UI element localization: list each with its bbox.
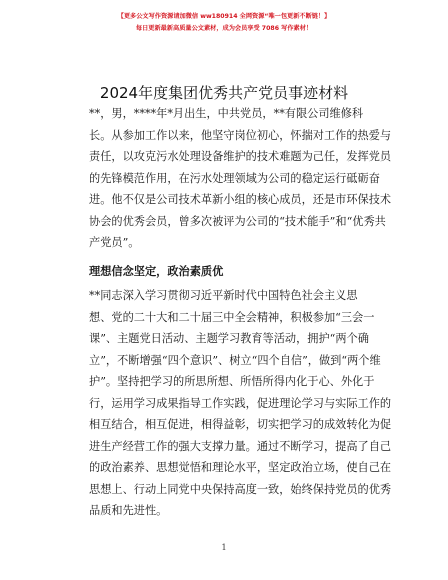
paragraph-line: 品质和先进性。	[89, 504, 168, 517]
paragraph-line: 相互结合，相互促进，相得益彰，切实把学习的成效转化为促	[89, 418, 392, 431]
paragraph-line: **，男，****年*月出生，中共党员，**有限公司维修科	[89, 107, 364, 120]
paragraph-line: 责任，以攻克污水处理设备维护的技术难题为己任，发挥党员	[89, 150, 392, 163]
paragraph-line: 思想上、行动上同党中央保持高度一致，始终保持党员的优秀	[89, 482, 392, 496]
promo-banner-line-2: 每日更新最新高质量公文素材，成为会员享受 7086 写作素材！	[135, 25, 313, 32]
promo-banner-line-1: 【更多公文写作资源请加微信 ww180914 全网资源“唯一包更新不断链！】	[117, 13, 331, 20]
paragraph-line: 课”、主题党日活动、主题学习教育等活动，拥护“两个确	[89, 332, 369, 345]
paragraph-line: 长。从参加工作以来，他坚守岗位初心，怀揣对工作的热爱与	[89, 128, 392, 142]
paragraph-line: 护”。坚持把学习的所思所想、所悟所得内化于心、外化于	[89, 375, 375, 388]
page-number: 1	[221, 543, 227, 552]
paragraph-line: **同志深入学习贯彻习近平新时代中国特色社会主义思	[89, 289, 358, 302]
paragraph-line: 行，运用学习成果指导工作实践，促进理论学习与实际工作的	[89, 396, 392, 410]
paragraph-line: 的政治素养、思想觉悟和理论水平，坚定政治立场，使自己在	[89, 461, 392, 474]
paragraph-line: 进生产经营工作的强大支撑力量。通过不断学习，提高了自己	[89, 439, 392, 453]
paragraph-line: 的先锋模范作用，在污水处理领域为公司的稳定运行砥砺奋	[89, 171, 380, 185]
paragraph-line: 想、党的二十大和二十届三中全会精神，积极参加“三会一	[89, 310, 375, 324]
paragraph-line: 立”，不断增强“四个意识”、树立“四个自信”，做到“两个维	[89, 353, 381, 367]
paragraph-ideals	[89, 285, 392, 522]
paragraph-line: 协会的优秀会员，曾多次被评为公司的“技术能手”和“优秀共	[89, 214, 386, 228]
document-title: 2024年度集团优秀共产党员事迹材料	[99, 84, 349, 102]
paragraph-line: 进。他不仅是公司技术革新小组的核心成员，还是市环保技术	[89, 193, 392, 206]
paragraph-line: 产党员”。	[89, 236, 140, 249]
paragraph-intro	[89, 103, 392, 254]
section-heading: 理想信念坚定，政治素质优	[89, 264, 224, 278]
